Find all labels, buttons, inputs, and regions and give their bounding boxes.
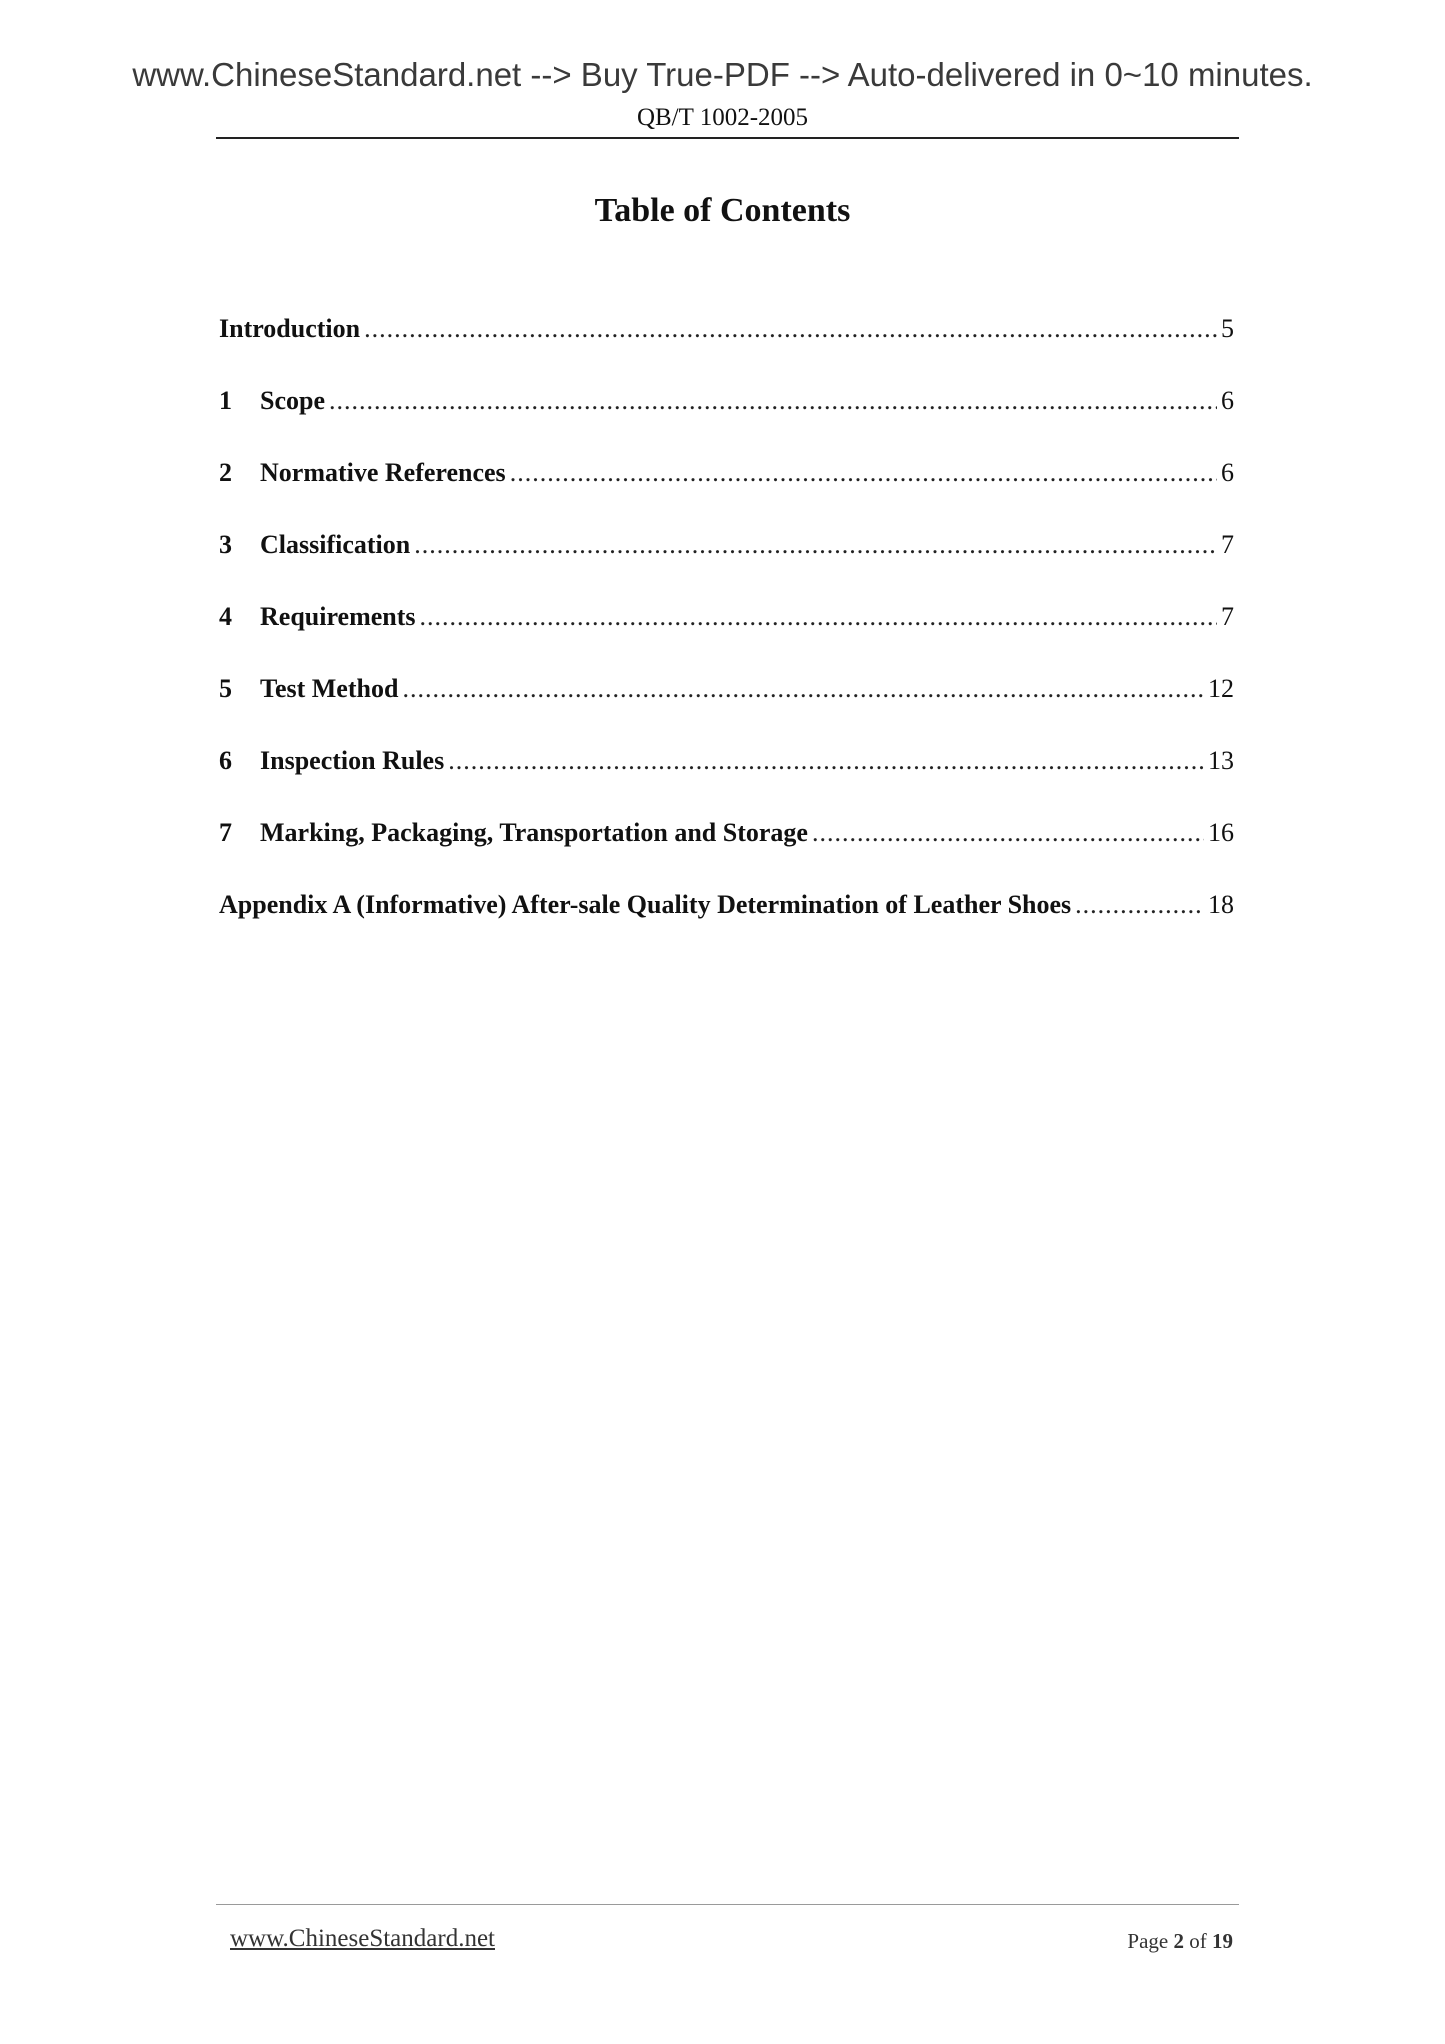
toc-entry-page: 5 (1221, 314, 1234, 343)
toc-entry-page: 13 (1208, 746, 1234, 775)
toc-entry-label: Inspection Rules (260, 746, 445, 775)
document-code: QB/T 1002-2005 (636, 104, 809, 131)
toc-entry-label: Appendix A (Informative) After-sale Quality Determination of Leather Shoes (219, 890, 1072, 919)
toc-entry-number: 3 (219, 530, 232, 559)
toc-entry[interactable] (219, 674, 1234, 746)
toc-dot-leader (812, 818, 1204, 848)
toc-entry-page: 7 (1221, 602, 1234, 631)
toc-entry-label: Marking, Packaging, Transportation and Storage (260, 818, 808, 847)
toc-entry-number: 4 (219, 602, 232, 631)
toc-entry[interactable] (219, 386, 1234, 458)
toc-entry[interactable] (219, 458, 1234, 530)
toc-entry-label: Introduction (219, 314, 361, 343)
toc-dot-leader (329, 386, 1217, 416)
total-pages-number: 19 (1212, 1929, 1233, 1953)
toc-entry-label: Requirements (260, 602, 416, 631)
toc-entry-number: 7 (219, 818, 232, 847)
header-divider (216, 137, 1239, 139)
toc-entry[interactable] (219, 530, 1234, 602)
toc-title: Table of Contents (594, 192, 851, 229)
footer-divider (216, 1904, 1239, 1905)
toc-entry-page: 6 (1221, 458, 1234, 487)
page-indicator (1127, 1929, 1233, 1954)
toc-entry-page: 12 (1208, 674, 1234, 703)
page-of-label: of (1189, 1929, 1207, 1953)
site-banner: www.ChineseStandard.net --> Buy True-PDF --> Auto-delivered in 0~10 minutes. (132, 56, 1313, 93)
toc-dot-leader (364, 314, 1217, 344)
toc-entry-page: 6 (1221, 386, 1234, 415)
page-label: Page (1127, 1929, 1169, 1953)
toc-entry[interactable] (219, 314, 1234, 386)
toc-dot-leader (1075, 890, 1204, 920)
toc-dot-leader (402, 674, 1204, 704)
toc-entry[interactable] (219, 890, 1234, 962)
toc-entry[interactable] (219, 746, 1234, 818)
toc-entry-number: 6 (219, 746, 232, 775)
toc-entry-page: 18 (1208, 890, 1234, 919)
toc-entry-page: 7 (1221, 530, 1234, 559)
toc-dot-leader (420, 602, 1217, 632)
toc-entry-label: Classification (260, 530, 411, 559)
toc-entry-label: Normative References (260, 458, 506, 487)
toc-entry-number: 2 (219, 458, 232, 487)
toc-dot-leader (448, 746, 1204, 776)
toc-dot-leader (414, 530, 1217, 560)
toc-entry-label: Scope (260, 386, 325, 415)
toc-entry-label: Test Method (260, 674, 399, 703)
toc-entry-page: 16 (1208, 818, 1234, 847)
toc-entry[interactable] (219, 818, 1234, 890)
footer-website-link[interactable]: www.ChineseStandard.net (230, 1925, 495, 1952)
table-of-contents (219, 314, 1234, 962)
toc-entry-number: 1 (219, 386, 232, 415)
toc-dot-leader (510, 458, 1217, 488)
current-page-number: 2 (1173, 1929, 1184, 1953)
toc-entry-number: 5 (219, 674, 232, 703)
toc-entry[interactable] (219, 602, 1234, 674)
